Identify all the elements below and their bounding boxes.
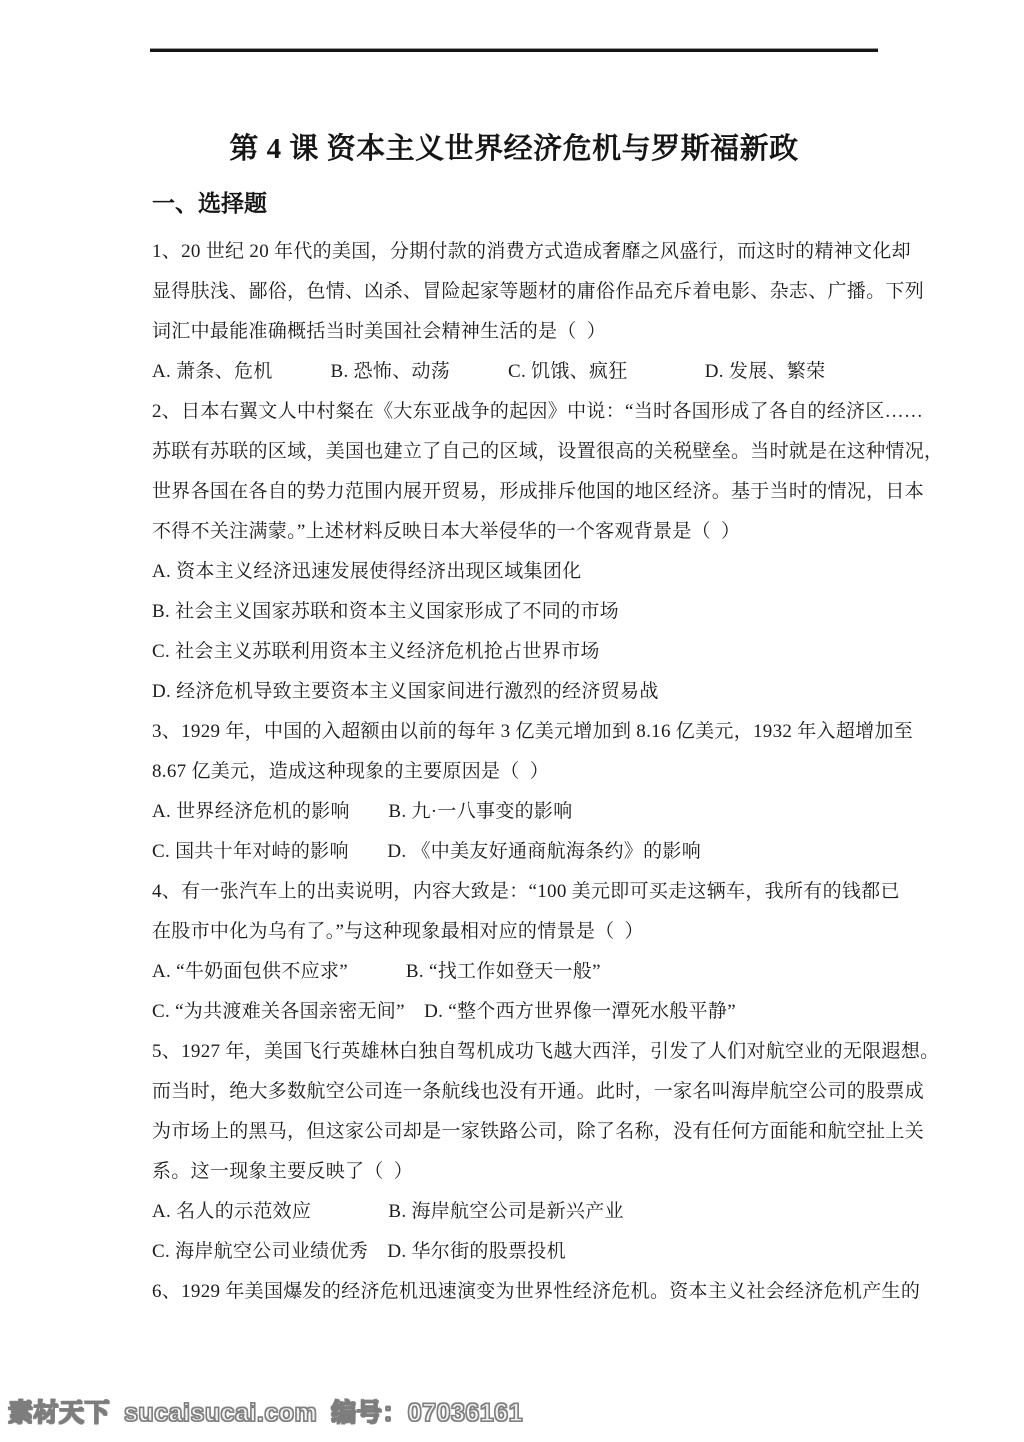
question-2-line: 2、日本右翼文人中村粲在《大东亚战争的起因》中说：“当时各国形成了各自的经济区…… bbox=[152, 401, 924, 422]
section-heading: 一、选择题 bbox=[152, 191, 267, 216]
question-2-line: 苏联有苏联的区域，美国也建立了自己的区域，设置很高的关税壁垒。当时就是在这种情况， bbox=[152, 441, 944, 462]
question-5-line: 系。这一现象主要反映了（ ） bbox=[152, 1161, 414, 1182]
watermark-id bbox=[331, 1399, 523, 1427]
question-3-line: 8.67 亿美元，造成这种现象的主要原因是（ ） bbox=[152, 761, 550, 782]
question-2-line: D. 经济危机导致主要资本主义国家间进行激烈的经济贸易战 bbox=[152, 681, 659, 702]
question-1-line: A. 萧条、危机 B. 恐怖、动荡 C. 饥饿、疯狂 D. 发展、繁荣 bbox=[152, 361, 826, 382]
question-5-line: A. 名人的示范效应 B. 海岸航空公司是新兴产业 bbox=[152, 1201, 624, 1222]
question-4-line: 4、有一张汽车上的出卖说明，内容大致是：“100 美元即可买走这辆车，我所有的钱都已 bbox=[152, 881, 900, 902]
watermark-id-label: 编号： bbox=[331, 1399, 408, 1427]
question-2-line: C. 社会主义苏联利用资本主义经济危机抢占世界市场 bbox=[152, 641, 600, 662]
question-4-line: 在股市中化为乌有了。”与这种现象最相对应的情景是（ ） bbox=[152, 921, 644, 942]
watermark-site-name: 素材天下 bbox=[8, 1399, 111, 1427]
question-2-line: A. 资本主义经济迅速发展使得经济出现区域集团化 bbox=[152, 561, 582, 582]
question-1-line: 显得肤浅、鄙俗，色情、凶杀、冒险起家等题材的庸俗作品充斥着电影、杂志、广播。下列 bbox=[152, 281, 925, 302]
question-1-line: 词汇中最能准确概括当时美国社会精神生活的是（ ） bbox=[152, 321, 607, 342]
watermark-footer bbox=[8, 1398, 537, 1428]
question-3-line: C. 国共十年对峙的影响 D. 《中美友好通商航海条约》的影响 bbox=[152, 841, 701, 862]
header-rule bbox=[150, 48, 878, 52]
question-3-line: A. 世界经济危机的影响 B. 九·一八事变的影响 bbox=[152, 801, 573, 822]
document-body bbox=[152, 232, 944, 1312]
question-1-line: 1、20 世纪 20 年代的美国，分期付款的消费方式造成奢靡之风盛行，而这时的精神文化却 bbox=[152, 241, 911, 262]
watermark-id-value: 07036161 bbox=[407, 1399, 523, 1427]
question-3-line: 3、1929 年，中国的入超额由以前的每年 3 亿美元增加到 8.16 亿美元，1932 年入超增加至 bbox=[152, 721, 914, 742]
question-5-line: 5、1927 年，美国飞行英雄林白独自驾机成功飞越大西洋，引发了人们对航空业的无限遐想。 bbox=[152, 1041, 940, 1062]
question-5-line: C. 海岸航空公司业绩优秀 D. 华尔街的股票投机 bbox=[152, 1241, 566, 1262]
question-6-line: 6、1929 年美国爆发的经济危机迅速演变为世界性经济危机。资本主义社会经济危机产生的 bbox=[152, 1281, 921, 1302]
question-5-line: 为市场上的黑马，但这家公司却是一家铁路公司，除了名称，没有任何方面能和航空扯上关 bbox=[152, 1121, 925, 1142]
question-5-line: 而当时，绝大多数航空公司连一条航线也没有开通。此时，一家名叫海岸航空公司的股票成 bbox=[152, 1081, 925, 1102]
question-2-line: B. 社会主义国家苏联和资本主义国家形成了不同的市场 bbox=[152, 601, 619, 622]
question-4-line: A. “牛奶面包供不应求” B. “找工作如登天一般” bbox=[152, 961, 601, 982]
question-4-line: C. “为共渡难关各国亲密无间” D. “整个西方世界像一潭死水般平静” bbox=[152, 1001, 736, 1022]
watermark-site-domain: sucaisucai.com bbox=[124, 1399, 318, 1427]
question-2-line: 不得不关注满蒙。”上述材料反映日本大举侵华的一个客观背景是（ ） bbox=[152, 521, 741, 542]
page-title: 第 4 课 资本主义世界经济危机与罗斯福新政 bbox=[229, 133, 799, 165]
question-2-line: 世界各国在各自的势力范围内展开贸易，形成排斥他国的地区经济。基于当时的情况，日本 bbox=[152, 481, 925, 502]
